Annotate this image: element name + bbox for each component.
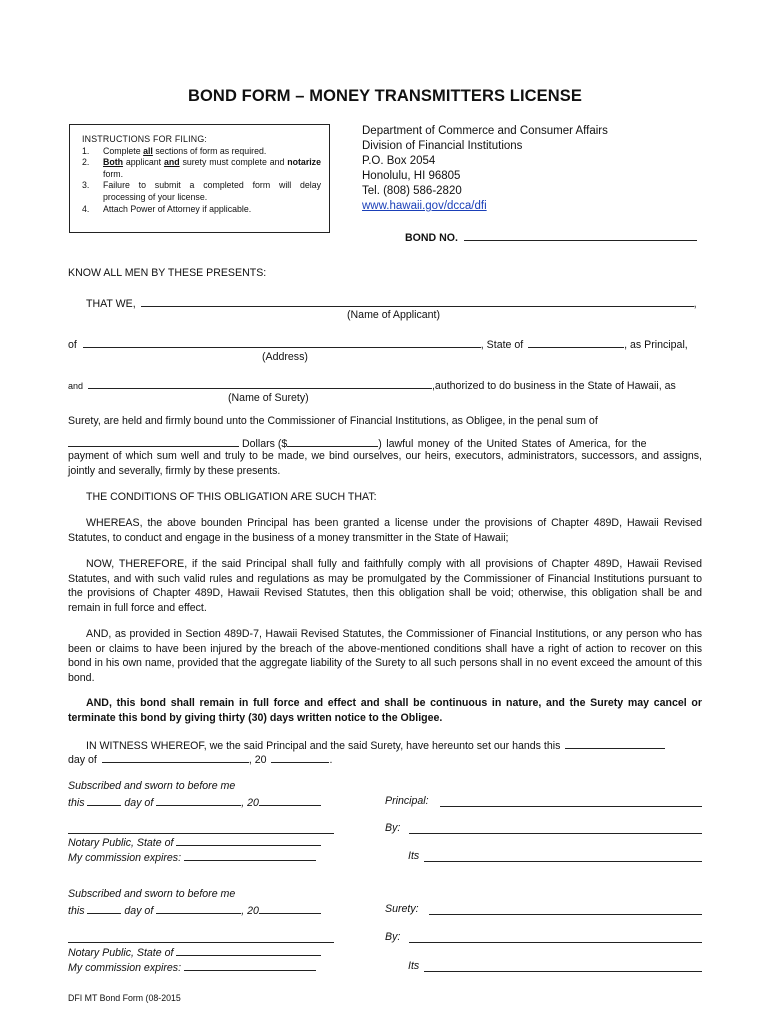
instruction-item: 1. Complete all sections of form as required. [82,145,267,156]
commission-row-2: My commission expires: [68,959,338,976]
witness-month-line[interactable] [102,751,249,763]
penal-sum-words-line[interactable] [68,435,239,447]
witness-date-row: day of , 20 . [68,751,702,768]
department-address: Department of Commerce and Consumer Affairs Division of Financial Institutions P.O. Box 2054 Honolulu, HI 96805 Tel. (808) 586-2820 www.hawaii.gov/dcca/dfi [362,125,608,212]
surety-caption: (Name of Surety) [228,392,309,404]
form-title: BOND FORM – MONEY TRANSMITTERS LICENSE [187,87,582,105]
notary-month-line-1[interactable] [156,794,241,806]
notary-state-line-2[interactable] [176,944,321,956]
applicant-row: THAT WE, , [86,295,702,312]
instruction-item: 2. Both applicant and surety must complete and notarize form. [82,157,321,179]
principal-its-label: Its [408,850,420,862]
surety-signature-line[interactable] [429,914,702,915]
commission-row-1: My commission expires: [68,849,338,866]
commission-line-1[interactable] [184,849,316,861]
address-line[interactable] [83,336,481,348]
subscribed-text-1: Subscribed and sworn to before me [68,780,236,792]
address-row: of , State of , as Principal, [68,336,702,353]
commission-line-2[interactable] [184,959,316,971]
principal-its-line[interactable] [424,861,702,862]
continuous-paragraph: AND, this bond shall remain in full force and effect and shall be continuous in nature, and the Surety may cancel or terminate this bond by giving thirty (30) days written notice to the Obligee. [68,697,702,724]
notary-year-line-2[interactable] [259,902,321,914]
whereas-paragraph: WHEREAS, the above bounden Principal has been granted a license under the provisions of Chapter 489D, Hawaii Revised Statutes, to conduct and engage in the business of a money transmitter in the State of Hawaii; [68,517,702,544]
instructions-heading: INSTRUCTIONS FOR FILING: [82,134,208,144]
notary-signature-line-2[interactable] [68,942,334,943]
witness-row: IN WITNESS WHEREOF, we the said Principal and the said Surety, have hereunto set our hands this [86,737,702,754]
form-footer: DFI MT Bond Form (08-2015 [68,993,181,1003]
surety-row: and ,authorized to do business in the State of Hawaii, as [68,377,702,394]
subscribed-text-2: Subscribed and sworn to before me [68,888,236,900]
surety-paragraph: Surety, are held and firmly bound unto the Commissioner of Financial Institutions, as Obligee, in the penal sum of [68,415,598,427]
and-provided-paragraph: AND, as provided in Section 489D-7, Hawaii Revised Statutes, the Commissioner of Financial Institutions, or any person who has been or claims to have been injured by the breach of the above-mentioned conditions shall have a right of action to recover on this bond in his own name, provided that the aggregate liability of the Surety to all such persons shall in no event exceed the amount of this bond. [68,628,702,684]
now-therefore-paragraph: NOW, THEREFORE, if the said Principal shall fully and faithfully comply with all provisions of Chapter 489D, Hawaii Revised Statutes, and with such valid rules and regulations as may be promulgated by the Commissioner of Financial Institutions pursuant to the provisions of Chapter 489D, Hawaii Revised Statutes, then this obligation shall be void; otherwise, this obligation shall be and remain in full force and effect. [68,558,702,614]
witness-day-line[interactable] [565,737,665,749]
principal-label: Principal: [385,795,429,807]
surety-label: Surety: [385,903,419,915]
applicant-name-line[interactable] [141,295,694,307]
know-all-heading: KNOW ALL MEN BY THESE PRESENTS: [68,267,267,279]
dfi-website-link[interactable]: www.hawaii.gov/dcca/dfi [362,200,487,212]
notary-day-line-1[interactable] [87,794,121,806]
surety-by-line[interactable] [409,942,702,943]
notary-state-line-1[interactable] [176,834,321,846]
penal-sum-row: Dollars ($ ) lawful money of the United States of America, for the [68,435,702,452]
state-line[interactable] [528,336,624,348]
address-caption: (Address) [262,351,308,363]
surety-name-line[interactable] [88,377,432,389]
bond-number-line[interactable] [464,229,697,241]
instruction-item: 4. Attach Power of Attorney if applicable. [82,203,252,214]
notary-state-row-2: Notary Public, State of [68,944,338,961]
notary-day-line-2[interactable] [87,902,121,914]
principal-signature-line[interactable] [440,806,702,807]
penal-sum-amount-line[interactable] [287,435,378,447]
notary-month-line-2[interactable] [156,902,241,914]
principal-by-label: By: [385,822,401,834]
applicant-caption: (Name of Applicant) [347,309,441,321]
surety-by-label: By: [385,931,401,943]
notary-date-row-1: this day of , 20 [68,794,338,811]
principal-by-line[interactable] [409,833,702,834]
surety-its-line[interactable] [424,971,702,972]
instructions-box [69,124,330,233]
bond-number-field: BOND NO. [405,229,697,246]
witness-year-line[interactable] [271,751,329,763]
conditions-heading: THE CONDITIONS OF THIS OBLIGATION ARE SUCH THAT: [86,491,377,503]
surety-its-label: Its [408,960,420,972]
instruction-item: 3. Failure to submit a completed form will delay processing of your license. [82,180,321,202]
notary-year-line-1[interactable] [259,794,321,806]
notary-state-row-1: Notary Public, State of [68,834,338,851]
payment-paragraph: payment of which sum well and truly to be made, we bind ourselves, our heirs, executors, administrators, successors, and assigns, jointly and severally, firmly by these presents. [68,450,702,477]
notary-date-row-2: this day of , 20 [68,902,338,919]
